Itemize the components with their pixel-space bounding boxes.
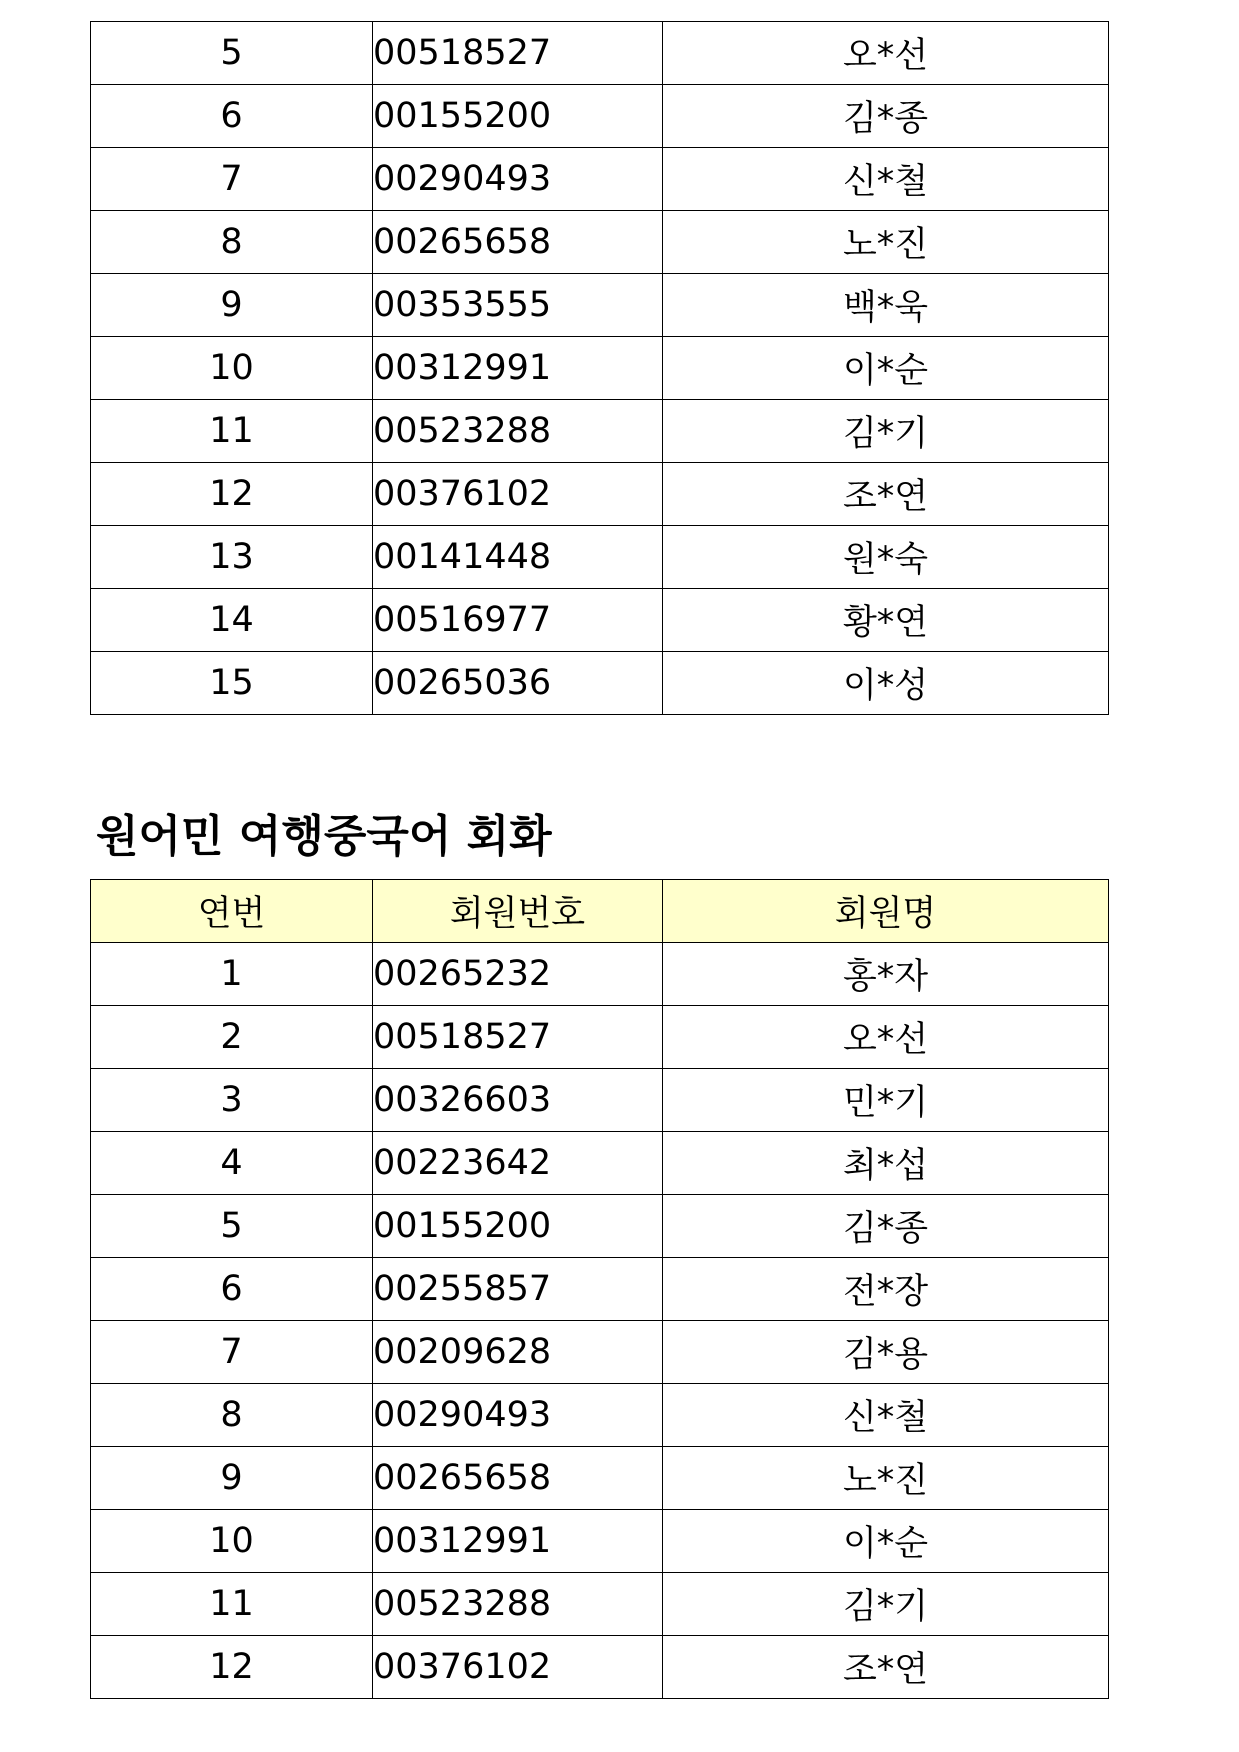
serial-number-cell: 8 (91, 1384, 373, 1447)
member-name-cell: 원*숙 (663, 526, 1109, 589)
serial-number-cell: 7 (91, 148, 373, 211)
table-row (91, 1384, 1109, 1447)
serial-number-cell: 1 (91, 943, 373, 1006)
table-row (91, 589, 1109, 652)
member-id-cell: 00290493 (373, 1384, 663, 1447)
member-id-cell: 00353555 (373, 274, 663, 337)
serial-number-cell: 8 (91, 211, 373, 274)
chinese-conversation-member-table (90, 879, 1109, 1699)
table-row (91, 1258, 1109, 1321)
member-name-cell: 조*연 (663, 1636, 1109, 1699)
table-row (91, 85, 1109, 148)
member-id-cell: 00209628 (373, 1321, 663, 1384)
member-name-cell: 조*연 (663, 463, 1109, 526)
member-id-cell: 00326603 (373, 1069, 663, 1132)
member-id-cell: 00312991 (373, 1510, 663, 1573)
member-id-cell: 00265036 (373, 652, 663, 715)
table-row (91, 148, 1109, 211)
member-id-cell: 00265658 (373, 1447, 663, 1510)
header-member-id: 회원번호 (373, 880, 663, 943)
table-row (91, 943, 1109, 1006)
table-row (91, 526, 1109, 589)
member-name-cell: 김*기 (663, 1573, 1109, 1636)
member-id-cell: 00223642 (373, 1132, 663, 1195)
serial-number-cell: 3 (91, 1069, 373, 1132)
member-id-cell: 00376102 (373, 463, 663, 526)
table-row (91, 274, 1109, 337)
member-name-cell: 최*섭 (663, 1132, 1109, 1195)
member-id-cell: 00312991 (373, 337, 663, 400)
member-name-cell: 오*선 (663, 1006, 1109, 1069)
serial-number-cell: 9 (91, 274, 373, 337)
table-row (91, 1636, 1109, 1699)
serial-number-cell: 10 (91, 337, 373, 400)
serial-number-cell: 12 (91, 463, 373, 526)
table-row (91, 1447, 1109, 1510)
member-id-cell: 00155200 (373, 85, 663, 148)
serial-number-cell: 6 (91, 85, 373, 148)
member-name-cell: 김*용 (663, 1321, 1109, 1384)
member-name-cell: 신*철 (663, 1384, 1109, 1447)
serial-number-cell: 4 (91, 1132, 373, 1195)
serial-number-cell: 6 (91, 1258, 373, 1321)
header-member-name: 회원명 (663, 880, 1109, 943)
serial-number-cell: 10 (91, 1510, 373, 1573)
member-name-cell: 김*종 (663, 1195, 1109, 1258)
table-row (91, 211, 1109, 274)
member-id-cell: 00523288 (373, 400, 663, 463)
member-id-cell: 00290493 (373, 148, 663, 211)
table-row (91, 337, 1109, 400)
serial-number-cell: 7 (91, 1321, 373, 1384)
member-id-cell: 00141448 (373, 526, 663, 589)
serial-number-cell: 5 (91, 1195, 373, 1258)
table-row (91, 1069, 1109, 1132)
member-name-cell: 김*종 (663, 85, 1109, 148)
table-row (91, 652, 1109, 715)
member-id-cell: 00523288 (373, 1573, 663, 1636)
member-id-cell: 00265658 (373, 211, 663, 274)
member-name-cell: 홍*자 (663, 943, 1109, 1006)
table-row (91, 400, 1109, 463)
serial-number-cell: 15 (91, 652, 373, 715)
member-name-cell: 이*순 (663, 1510, 1109, 1573)
member-id-cell: 00265232 (373, 943, 663, 1006)
member-id-cell: 00376102 (373, 1636, 663, 1699)
member-name-cell: 오*선 (663, 22, 1109, 85)
member-id-cell: 00518527 (373, 1006, 663, 1069)
table-row (91, 22, 1109, 85)
member-name-cell: 전*장 (663, 1258, 1109, 1321)
serial-number-cell: 14 (91, 589, 373, 652)
serial-number-cell: 11 (91, 1573, 373, 1636)
serial-number-cell: 5 (91, 22, 373, 85)
member-table-continued-body (91, 22, 1109, 715)
member-name-cell: 백*욱 (663, 274, 1109, 337)
member-id-cell: 00516977 (373, 589, 663, 652)
table-header-row (91, 880, 1109, 943)
member-id-cell: 00518527 (373, 22, 663, 85)
member-name-cell: 이*성 (663, 652, 1109, 715)
member-name-cell: 이*순 (663, 337, 1109, 400)
chinese-conversation-member-table-body (91, 943, 1109, 1699)
member-id-cell: 00155200 (373, 1195, 663, 1258)
serial-number-cell: 2 (91, 1006, 373, 1069)
serial-number-cell: 13 (91, 526, 373, 589)
member-table-continued (90, 21, 1109, 715)
member-name-cell: 신*철 (663, 148, 1109, 211)
table-row (91, 1006, 1109, 1069)
member-name-cell: 노*진 (663, 1447, 1109, 1510)
table-row (91, 463, 1109, 526)
section-title: 원어민 여행중국어 회화 (96, 811, 552, 862)
member-name-cell: 김*기 (663, 400, 1109, 463)
member-name-cell: 노*진 (663, 211, 1109, 274)
member-id-cell: 00255857 (373, 1258, 663, 1321)
table-row (91, 1510, 1109, 1573)
table-row (91, 1573, 1109, 1636)
header-serial-number: 연번 (91, 880, 373, 943)
table-row (91, 1321, 1109, 1384)
serial-number-cell: 9 (91, 1447, 373, 1510)
member-name-cell: 황*연 (663, 589, 1109, 652)
serial-number-cell: 11 (91, 400, 373, 463)
serial-number-cell: 12 (91, 1636, 373, 1699)
table-row (91, 1132, 1109, 1195)
member-name-cell: 민*기 (663, 1069, 1109, 1132)
table-row (91, 1195, 1109, 1258)
